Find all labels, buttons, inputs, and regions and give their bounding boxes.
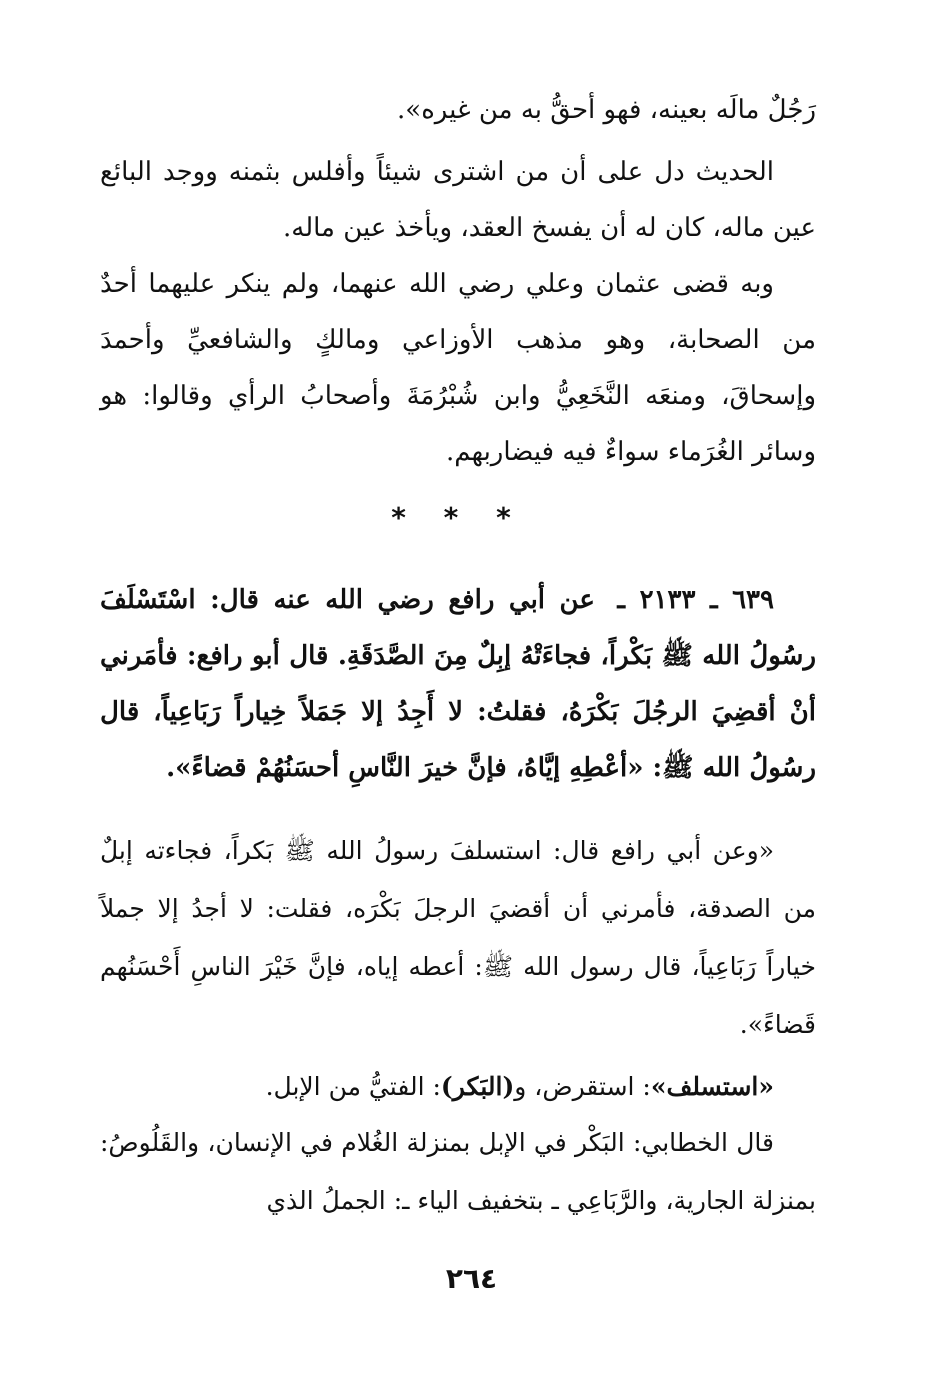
hadith-block [100, 572, 816, 796]
commentary-paragraph: «وعن أبي رافع قال: استسلفَ رسولُ الله ﷺ بَكراً، فجاءته إبلٌ من الصدقة، فأمرني أن أقضيَ الرجلَ بَكْرَه، فقلت: لا أجدُ إلا جملاً خياراً رَبَاعِياً، قال رسول الله ﷺ: أعطه إياه، فإنَّ خَيْرَ الناسِ أَحْسَنُهم قَضاءً». [100, 836, 816, 1039]
gloss-definition: : الفتيُّ من الإبل. [265, 1072, 441, 1101]
paragraph-explanation: الحديث دل على أن من اشترى شيئاً وأفلس بثمنه ووجد البائع عين ماله، كان له أن يفسخ العقد، ويأخذ عين ماله. [100, 157, 816, 243]
paragraph-continuation: رَجُلٌ مالَه بعينه، فهو أحقُّ به من غيره». [397, 95, 816, 125]
gloss-line [100, 1060, 816, 1114]
hadith-number: ٦٣٩ ـ ٢١٣٣ ـ [617, 585, 774, 615]
hadith-text: عن أبي رافع رضي الله عنه قال: اسْتَسْلَفَ رسُولُ الله ﷺ بَكْراً، فجاءَتْهُ إبِلٌ مِنَ الصَّدَقَةِ. قال أبو رافع: فأمَرني أنْ أقضِيَ الرجُلَ بَكْرَهُ، فقلتُ: لا أَجِدُ إلا جَمَلاً خِياراً رَبَاعِياً، قال رسُولُ الله ﷺ: «أعْطِهِ إيَّاهُ، فإنَّ خيرَ النَّاسِ أحسَنُهُمْ قضاءً». [100, 585, 816, 783]
page-number: ٢٦٤ [445, 1262, 498, 1295]
page-body [100, 82, 816, 1230]
gloss-term: «استسلف» [650, 1072, 774, 1101]
gloss-definition: : استقرض، و [514, 1072, 651, 1101]
commentary-khattabi: قال الخطابي: البَكْر في الإبل بمنزلة الغُلام في الإنسان، والقَلُوصُ: بمنزلة الجارية، والرَّبَاعِي ـ بتخفيف الياء ـ: الجملُ الذي [100, 1128, 816, 1215]
paragraph-rulings: وبه قضى عثمان وعلي رضي الله عنهما، ولم ينكر عليهما أحدٌ من الصحابة، وهو مذهب الأوزاعي ومالكٍ والشافعيِّ وأحمدَ وإسحاقَ، ومنعَه النَّخَعِيُّ وابن شُبْرُمَةَ وأصحابُ الرأي وقالوا: هو وسائر الغُرَماء سواءٌ فيه فيضاربهم. [100, 269, 816, 467]
gloss-term: (البَكر) [440, 1072, 515, 1101]
section-divider: * * * [391, 501, 525, 534]
